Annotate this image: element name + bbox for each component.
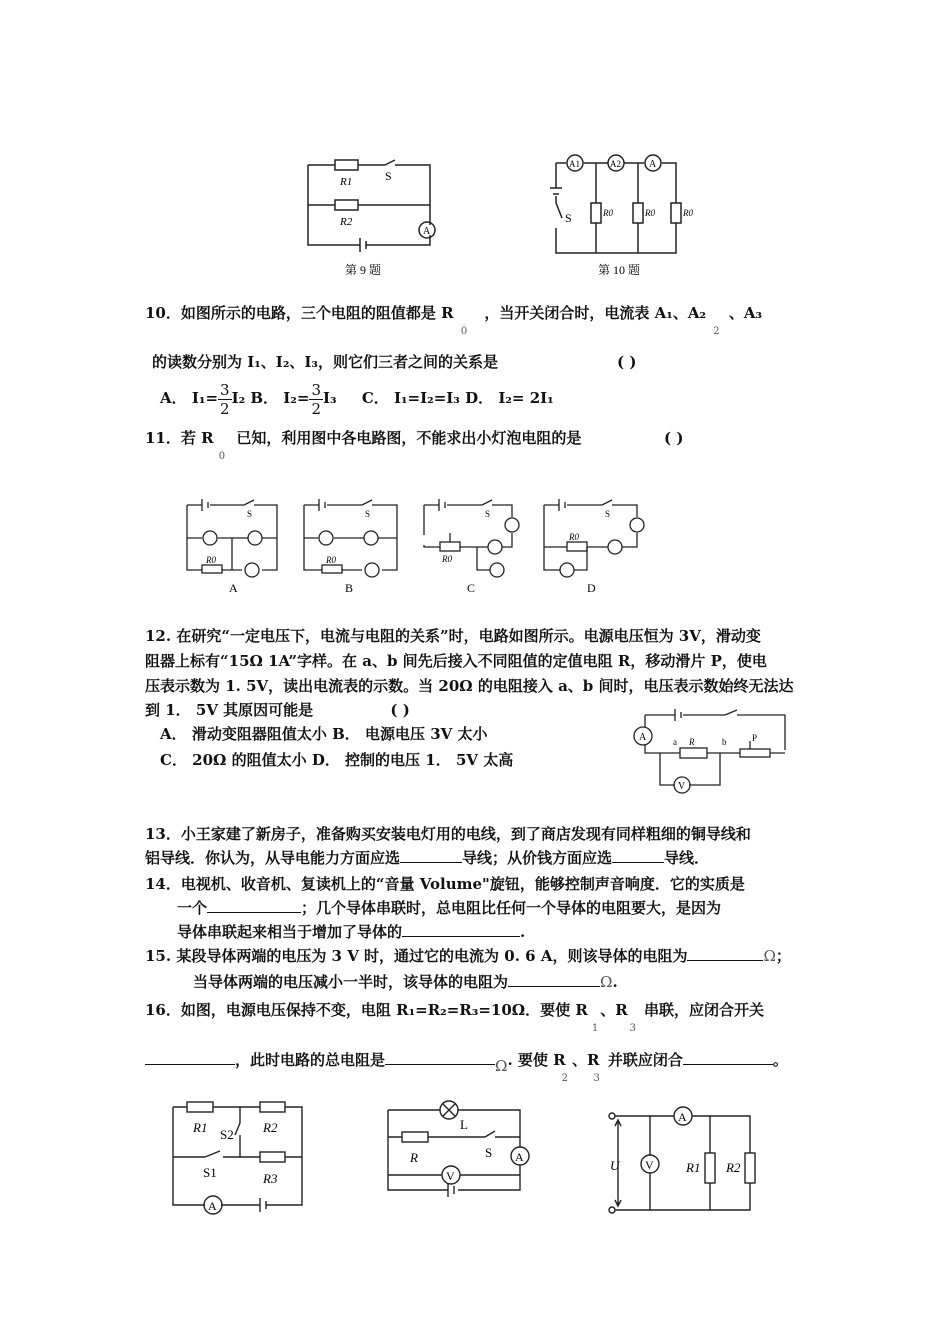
fig11-label-b: B <box>345 581 354 595</box>
fig16b-voltmeter: V <box>446 1169 455 1183</box>
fig9-s: S <box>385 169 392 183</box>
fraction-a: $\frac{3}{2}$ <box>220 380 230 418</box>
figure-16-circuit-c <box>600 1098 765 1223</box>
q16-line2: ，此时电路的总电阻是 Ω. 要使 $R_2$、$R_3$并联应闭合 。 <box>145 1050 788 1077</box>
fig10-a3: A <box>649 159 657 170</box>
fig11c-r0: R0 <box>442 554 452 564</box>
fig16c-voltmeter: V <box>645 1158 654 1172</box>
fig16b-r: R <box>410 1150 418 1165</box>
q12-line3: 压表示数为 1. 5V，读出电流表的示数。当 20Ω 的电阻接入 a、b 间时，电压表示数始终无法达 <box>145 677 794 695</box>
fig11c-s: S <box>485 509 491 519</box>
fig11a-s: S <box>247 509 253 519</box>
figure-9-circuit <box>300 150 440 280</box>
fig16a-r1: R1 <box>193 1120 208 1135</box>
q12-option-a: A． 滑动变阻器阻值太小 B． 电源电压 3V 太小 <box>160 725 488 743</box>
fig11b-s: S <box>365 509 371 519</box>
q15-line1: 15. 某段导体两端的电压为 3 V 时，通过它的电流为 0. 6 A，则该导体的电阻为 Ω； <box>145 947 791 965</box>
fig12-voltmeter: V <box>678 781 686 792</box>
fig11-label-a: A <box>229 581 238 595</box>
q11-paren: ( ) <box>664 429 684 447</box>
q13-line1: 13．小王家建了新房子，准备购买安装电灯用的电线，到了商店发现有同样粗细的铜导线和 <box>145 825 751 843</box>
fig9-ammeter: A <box>423 226 431 237</box>
fig10-s: S <box>565 211 572 225</box>
q10-line1: 10．如图所示的电路，三个电阻的阻值都是 R $_0$ ，当开关闭合时，电流表 A₁、A₂ $_2$ 、A₃ <box>145 304 763 337</box>
fig16c-u: U <box>610 1158 620 1173</box>
q10-paren: ( ) <box>617 353 637 371</box>
figure-10-circuit <box>548 148 708 283</box>
fig10-r0-1: R0 <box>603 208 613 218</box>
q13-blank-2[interactable] <box>612 862 664 863</box>
fig11-label-c: C <box>467 581 476 595</box>
q15-blank-1[interactable] <box>687 960 763 961</box>
fig11d-s: S <box>605 509 611 519</box>
fig16a-r2: R2 <box>263 1120 278 1135</box>
fig16c-r2: R2 <box>726 1160 741 1175</box>
q16-blank-1[interactable] <box>145 1064 235 1065</box>
figure-11-circuits <box>182 495 652 600</box>
fig16b-ammeter: A <box>515 1150 524 1164</box>
fig10-r0-2: R0 <box>645 208 655 218</box>
q14-line3: 导体串联起来相当于增加了导体的 . <box>177 923 526 941</box>
q14-line2: 一个 ；几个导体串联时，总电阻比任何一个导体的电阻要大，是因为 <box>177 899 722 917</box>
q15-blank-2[interactable] <box>508 986 600 987</box>
q14-blank-2[interactable] <box>402 936 520 937</box>
q12-line4: 到 1． 5V 其原因可能是 ( ) <box>145 701 410 719</box>
q12-line2: 阻器上标有“15Ω 1A”字样。在 a、b 间先后接入不同阻值的定值电阻 R，移动滑片 P，使电 <box>145 652 767 670</box>
q13-blank-1[interactable] <box>400 862 462 863</box>
fig16b-s: S <box>485 1145 493 1160</box>
q11-text: 11．若 R $_0$ 已知，利用图中各电路图，不能求出小灯泡电阻的是 <box>145 429 582 462</box>
fig9-r2: R2 <box>340 216 353 228</box>
q13-line2: 铝导线．你认为，从导电能力方面应选 导线；从价钱方面应选 导线． <box>145 849 710 867</box>
fig16a-s1: S1 <box>203 1165 217 1180</box>
q14-blank-1[interactable] <box>207 912 301 913</box>
q14-line1: 14．电视机、收音机、复读机上的“音量 Volume"旋钮，能够控制声音响度．它的实质是 <box>145 875 745 893</box>
q16-line1: 16．如图，电源电压保持不变，电阻 R₁=R₂=R₃=10Ω．要使 $R_1$、$R_3$串联，应闭合开关 <box>145 1001 765 1034</box>
fig10-a1: A1 <box>569 159 580 169</box>
fig10-a2: A2 <box>610 159 621 169</box>
fig12-r: R <box>689 737 695 747</box>
fig12-p: P <box>752 733 758 743</box>
fig16c-r1: R1 <box>686 1160 701 1175</box>
fig9-r1: R1 <box>340 176 353 188</box>
fig12-ammeter: A <box>639 732 647 743</box>
fig16c-ammeter: A <box>678 1110 687 1124</box>
fig9-caption: 第 9 题 <box>345 263 382 277</box>
figure-12-circuit <box>625 705 805 795</box>
q12-option-c: C． 20Ω 的阻值太小 D． 控制的电压 1． 5V 太高 <box>160 751 514 769</box>
fig10-caption: 第 10 题 <box>598 263 641 277</box>
fig11a-r0: R0 <box>206 555 216 565</box>
fig16a-s2: S2 <box>220 1127 234 1142</box>
fig16b-l: L <box>460 1117 468 1132</box>
q10-line2: 的读数分别为 I₁、I₂、I₃，则它们三者之间的关系是 <box>152 353 498 371</box>
q12-line1: 12. 在研究“一定电压下，电流与电阻的关系”时，电路如图所示。电源电压恒为 3V，滑动变 <box>145 627 761 645</box>
q16-blank-2[interactable] <box>385 1064 495 1065</box>
q10-options: A． I₁= $\frac{3}{2}$ I₂ B． I₂= $\frac{3}{2}$ I₃ C． I₁=I₂=I₃ D． I₂= 2I₁ <box>160 380 554 418</box>
fig16a-ammeter: A <box>208 1199 217 1213</box>
fig12-b-point: b <box>722 737 727 747</box>
fig16a-r3: R3 <box>263 1171 278 1186</box>
fig11d-r0: R0 <box>569 532 579 542</box>
q15-line2: 当导体两端的电压减小一半时，该导体的电阻为 Ω. <box>193 973 618 991</box>
fraction-b: $\frac{3}{2}$ <box>311 380 321 418</box>
fig12-a-point: a <box>673 737 677 747</box>
fig11b-r0: R0 <box>326 555 336 565</box>
fig11-label-d: D <box>587 581 596 595</box>
fig10-r0-3: R0 <box>683 208 693 218</box>
figure-16-circuit-b <box>380 1095 540 1215</box>
figure-16-circuit-a <box>165 1095 310 1225</box>
q16-blank-3[interactable] <box>683 1064 773 1065</box>
